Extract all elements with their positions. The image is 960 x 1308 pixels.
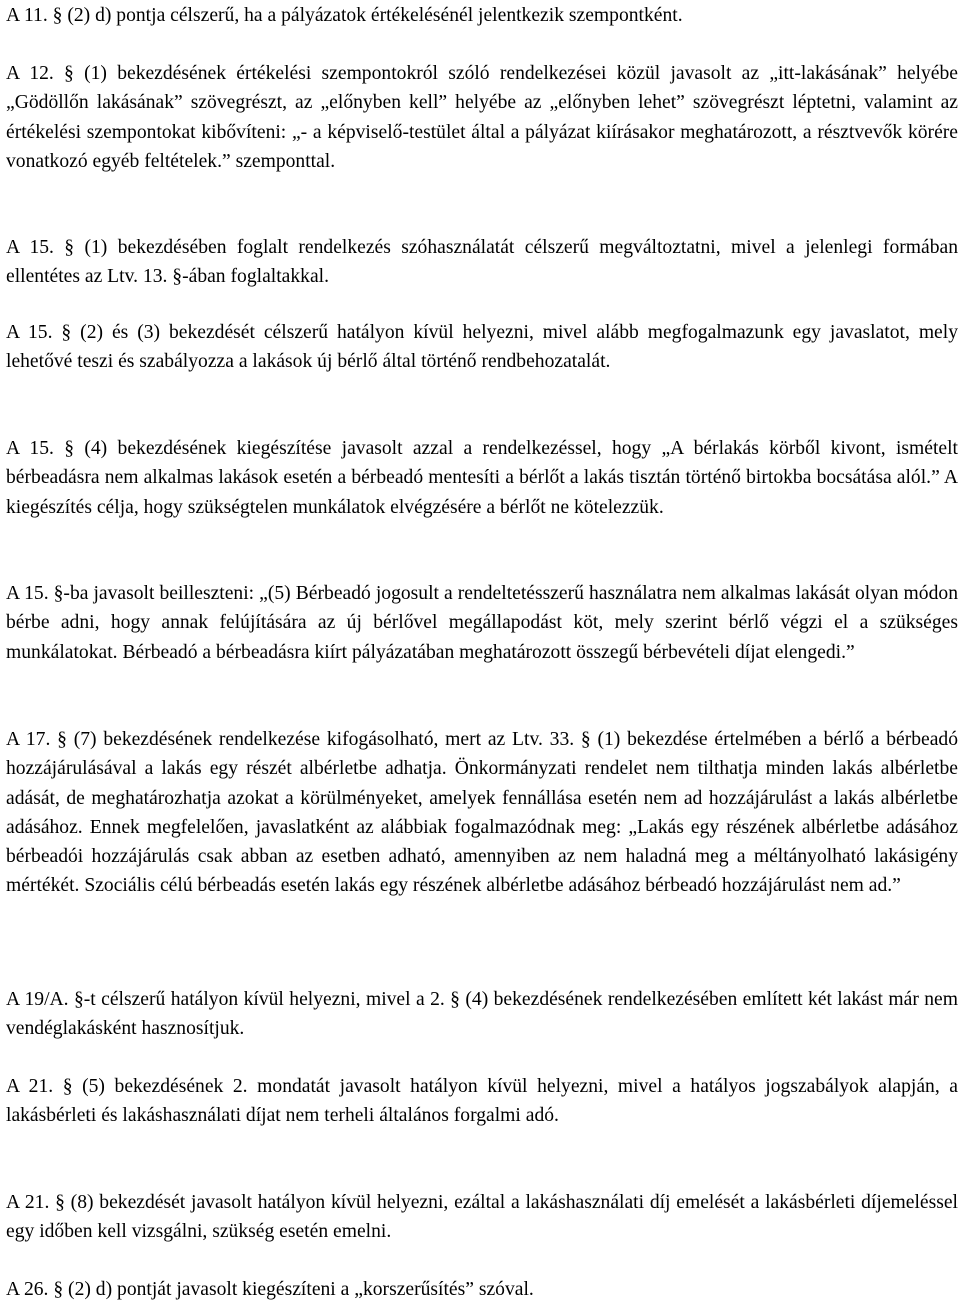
paragraph-17-7: A 17. § (7) bekezdésének rendelkezése kifogásolható, mert az Ltv. 33. § (1) bekezdése értelmében a bérlő a bérbeadó hozzájárulásával a lakás egy részét albérletbe adhatja. Önkormányzati rendelet nem tilthatja minden lakás albérletbe adását, de meghatározhatja azokat a körülményeket, amelyek fennállása esetén nem ad hozzájárulást a lakás albérletbe adásához. Ennek megfelelően, javaslatként az alábbiak fogalmazódnak meg: „Lakás egy részének albérletbe adásához bérbeadói hozzájárulás csak abban az esetben adható, amennyiben az nem haladná meg a méltányolható lakásigény mértékét. Szociális célú bérbeadás esetén lakás egy részének albérletbe adásához bérbeadó hozzájárulást nem ad.”	[6, 729, 958, 897]
paragraph-21-8: A 21. § (8) bekezdését javasolt hatályon kívül helyezni, ezáltal a lakáshasználati díj emelését a lakásbérleti díjemeléssel egy időben kell vizsgálni, szükség esetén emelni.	[6, 1192, 958, 1243]
paragraph-11-2-d: A 11. § (2) d) pontja célszerű, ha a pályázatok értékelésénél jelentkezik szempontként.	[6, 5, 683, 26]
paragraph-15-2-3: A 15. § (2) és (3) bekezdését célszerű hatályon kívül helyezni, mivel alább megfogalmazunk egy javaslatot, mely lehetővé teszi és szabályozza a lakások új bérlő által történő rendbehozatalát.	[6, 322, 958, 373]
paragraph-26-2-d: A 26. § (2) d) pontját javasolt kiegészíteni a „korszerűsítés” szóval.	[6, 1279, 534, 1300]
paragraph-15-4: A 15. § (4) bekezdésének kiegészítése javasolt azzal a rendelkezéssel, hogy „A bérlakás körből kivont, ismételt bérbeadásra nem alkalmas lakások esetén a bérbeadó mentesíti a bérlőt a lakás tisztán történő birtokba bocsátása alól.” A kiegészítés célja, hogy szükségtelen munkálatok elvégzésére a bérlőt ne kötelezzük.	[6, 438, 958, 518]
paragraph-15-5: A 15. §-ba javasolt beilleszteni: „(5) Bérbeadó jogosult a rendeltetésszerű használatra nem alkalmas lakását olyan módon bérbe adni, hogy annak felújítására az új bérlővel megállapodást köt, mely szerint bérlő végzi el a szükséges munkálatokat. Bérbeadó a bérbeadásra kiírt pályázatában meghatározott összegű bérbevételi díjat elengedi.”	[6, 583, 958, 663]
paragraph-19a: A 19/A. §-t célszerű hatályon kívül helyezni, mivel a 2. § (4) bekezdésének rendelkezésében említett két lakást már nem vendéglakásként hasznosítjuk.	[6, 989, 958, 1040]
paragraph-12-1: A 12. § (1) bekezdésének értékelési szempontokról szóló rendelkezései közül javasolt az „itt-lakásának” helyébe „Gödöllőn lakásának” szövegrészt, az „előnyben kell” helyébe az „előnyben lehet” szövegrészt léptetni, valamint az értékelési szempontokat kibővíteni: „- a képviselő-testület által a pályázat kiírásakor meghatározott, a résztvevők körére vonatkozó egyéb feltételek.” szemponttal.	[6, 63, 958, 172]
paragraph-15-1: A 15. § (1) bekezdésében foglalt rendelkezés szóhasználatát célszerű megváltoztatni, mivel a jelenlegi formában ellentétes az Ltv. 13. §-ában foglaltakkal.	[6, 237, 958, 288]
paragraph-21-5: A 21. § (5) bekezdésének 2. mondatát javasolt hatályon kívül helyezni, mivel a hatályos jogszabályok alapján, a lakásbérleti és lakáshasználati díjat nem terheli általános forgalmi adó.	[6, 1076, 958, 1127]
